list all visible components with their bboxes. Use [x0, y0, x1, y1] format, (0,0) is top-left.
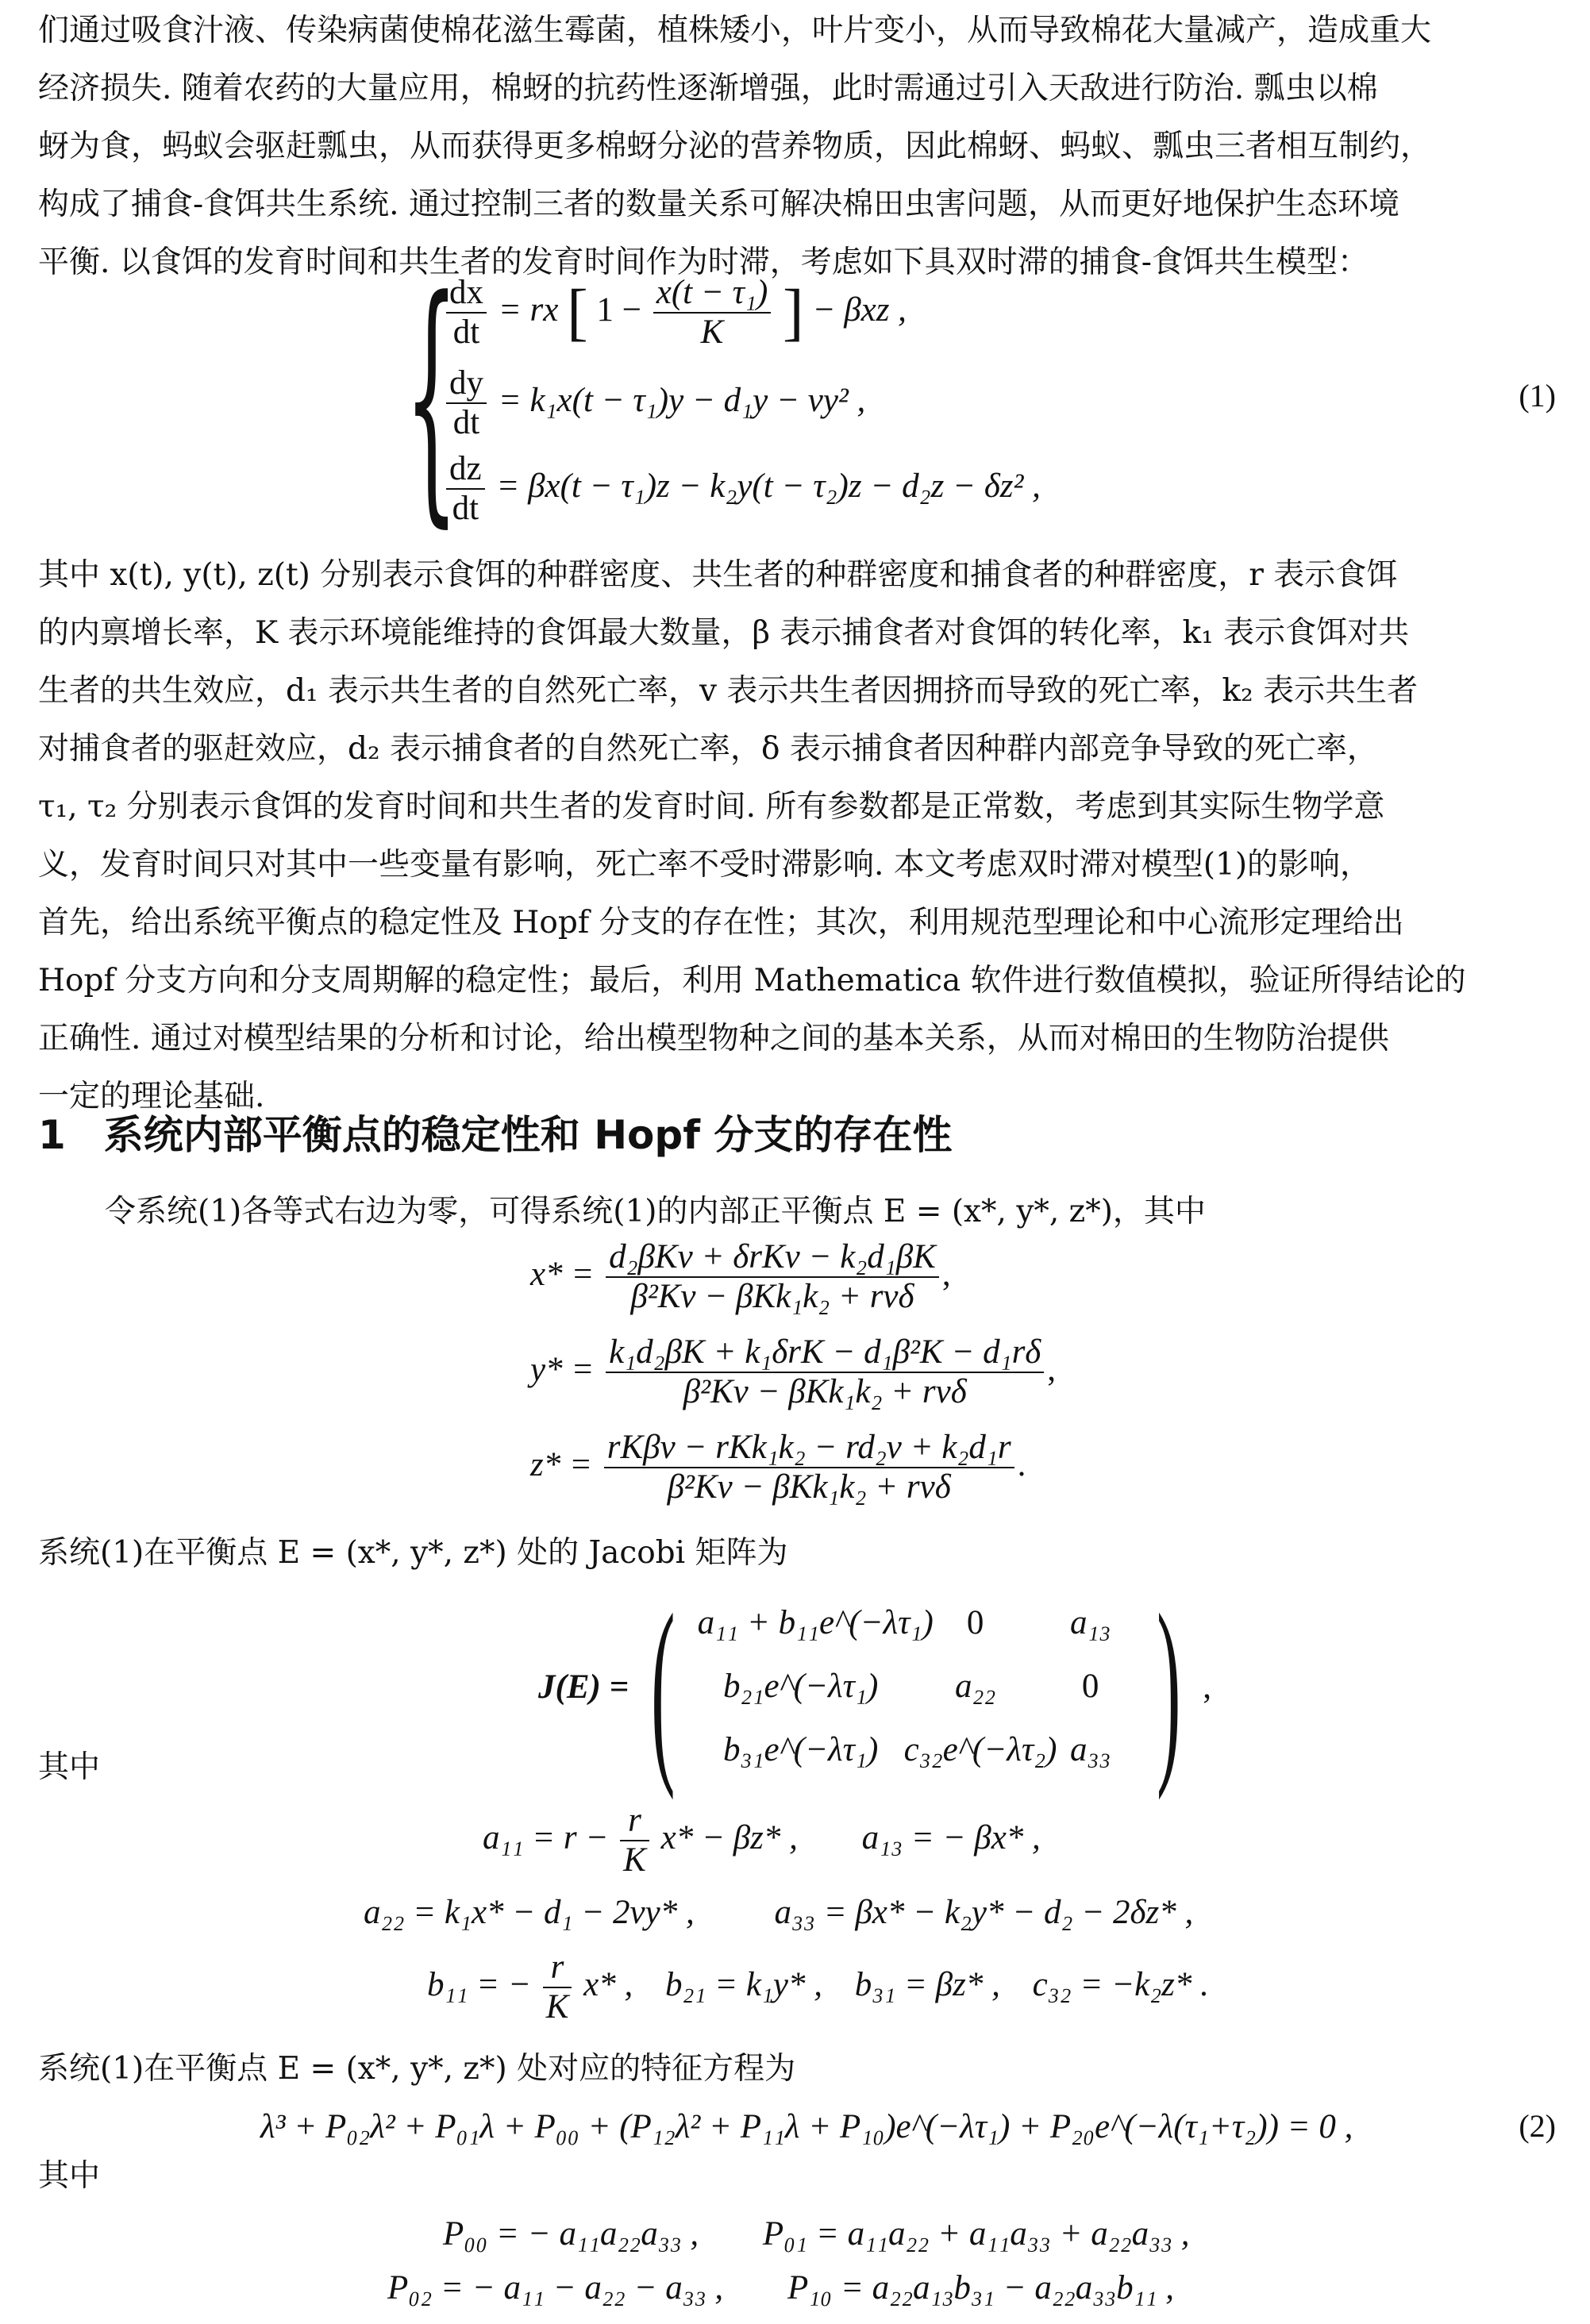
- z-star-end: .: [1017, 1445, 1026, 1483]
- b11-frac-den: K: [545, 1988, 569, 2026]
- a11-lhs: a₁₁ = r −: [483, 1818, 609, 1857]
- x-star-end: ,: [941, 1255, 951, 1293]
- a11-frac-den: K: [623, 1841, 646, 1879]
- eq1-r1-frac-num: x(t − τ₁): [653, 274, 772, 314]
- where-label-2: 其中: [38, 2158, 101, 2194]
- y-star-num: k₁d₂βK + k₁δrK − d₁β²K − d₁rδ: [606, 1333, 1044, 1373]
- dx-num: dx: [446, 274, 487, 314]
- p-row-1: [443, 2214, 1190, 2253]
- params-line-10: 一定的理论基础.: [38, 1079, 265, 1114]
- section-number: 1: [38, 1112, 66, 1158]
- x-star-den: β²Kv − βKk₁k₂ + rvδ: [630, 1278, 914, 1315]
- equilibrium-intro: 令系统(1)各等式右边为零，可得系统(1)的内部正平衡点 E = (x*, y*, z*)，其中: [105, 1194, 1206, 1229]
- equation-1-row-1: $\frac{dx}{dt}$ = rx [ 1 − $\frac{\text{x(t − τ₁)}}{K}$ ] − βxz ,: [443, 274, 907, 352]
- intro-line-1: 们通过吸食汁液、传染病菌使棉花滋生霉菌，植株矮小，叶片变小，从而导致棉花大量减产，造成重大: [38, 13, 1432, 48]
- m23: 0: [1081, 1668, 1099, 1705]
- p01: P₀₁ = a₁₁a₂₂ + a₁₁a₃₃ + a₂₂a₃₃ ,: [762, 2215, 1190, 2253]
- params-line-8: Hopf 分支方向和分支周期解的稳定性；最后，利用 Mathematica 软件进行数值模拟，验证所得结论的: [38, 963, 1466, 998]
- b11-lhs: b₁₁ = −: [427, 1965, 531, 2003]
- b21: b₂₁ = k₁y* ,: [664, 1965, 823, 2003]
- dy-num: dy: [446, 364, 487, 404]
- a13: a₁₃ = − βx* ,: [861, 1818, 1041, 1857]
- params-line-2: 的内禀增长率，K 表示环境能维持的食饵最大数量，β 表示捕食者对食饵的转化率，k₁ 表示食饵对共: [38, 615, 1410, 651]
- m33: a₃₃: [1069, 1731, 1111, 1768]
- char-eq-intro: 系统(1)在平衡点 E = (x*, y*, z*) 处对应的特征方程为: [38, 2051, 796, 2087]
- params-line-5: τ₁, τ₂ 分别表示食饵的发育时间和共生者的发育时间. 所有参数都是正常数，考虑到其实际生物学意: [38, 789, 1385, 825]
- intro-line-4: 构成了捕食-食饵共生系统. 通过控制三者的数量关系可解决棉田虫害问题，从而更好地保护生态环境: [38, 187, 1399, 222]
- b31: b₃₁ = βz* ,: [854, 1965, 1000, 2003]
- where-label-1: 其中: [38, 1749, 101, 1785]
- params-line-7: 首先，给出系统平衡点的稳定性及 Hopf 分支的存在性；其次，利用规范型理论和中心流形定理给出: [38, 905, 1404, 941]
- p00: P₀₀ = − a₁₁a₂₂a₃₃ ,: [443, 2215, 699, 2253]
- matrix-left-paren: (: [651, 1572, 676, 1801]
- eq1-r3-rhs: = βx(t − τ₁)z − k₂y(t − τ₂)z − d₂z − δz² ,: [496, 467, 1041, 505]
- y-star-formula: [530, 1333, 1056, 1411]
- matrix-body: [629, 1572, 1203, 1801]
- coeff-row-2: [364, 1893, 1193, 1932]
- m13: a₁₃: [1069, 1604, 1111, 1641]
- m21: b₂₁e^(−λτ₁): [723, 1668, 879, 1705]
- z-star-num: rKβv − rKk₁k₂ − rd₂v + k₂d₁r: [604, 1429, 1014, 1468]
- m31: b₃₁e^(−λτ₁): [723, 1731, 879, 1768]
- intro-line-5: 平衡. 以食饵的发育时间和共生者的发育时间作为时滞，考虑如下具双时滞的捕食-食饵共生模型：: [38, 244, 1369, 280]
- m12: 0: [966, 1604, 984, 1641]
- left-brace: {: [405, 244, 459, 549]
- m32: c₃₂e^(−λτ₂): [903, 1731, 1057, 1768]
- params-line-4: 对捕食者的驱赶效应，d₂ 表示捕食者的自然死亡率，δ 表示捕食者因种群内部竞争导致的死亡率，: [38, 731, 1378, 767]
- section-heading-1: [38, 1107, 952, 1163]
- params-paragraph: [38, 546, 1556, 1125]
- params-line-6: 义，发育时间只对其中一些变量有影响，死亡率不受时滞影响. 本文考虑双时滞对模型(1)的影响，: [38, 847, 1372, 883]
- p-row-2: [387, 2268, 1174, 2307]
- jacobi-matrix: [538, 1572, 1212, 1801]
- eq1-r1-frac-den: K: [700, 314, 724, 351]
- z-star-lhs: z* =: [530, 1445, 593, 1483]
- dy-den: dt: [452, 404, 480, 441]
- eq1-r1-c: − βxz ,: [812, 290, 907, 329]
- jacobi-lhs: J(E) =: [538, 1668, 629, 1706]
- m11: a₁₁ + b₁₁e^(−λτ₁): [697, 1604, 934, 1641]
- y-star-den: β²Kv − βKk₁k₂ + rvδ: [683, 1373, 967, 1410]
- equation-1-number: (1): [1519, 378, 1556, 414]
- intro-paragraph: [38, 2, 1556, 291]
- a22: a₂₂ = k₁x* − d₁ − 2vy* ,: [364, 1894, 695, 1931]
- params-line-3: 生者的共生效应，d₁ 表示共生者的自然死亡率，v 表示共生者因拥挤而导致的死亡率，k₂ 表示共生者: [38, 673, 1419, 709]
- eq1-r1-b: 1 −: [596, 290, 641, 329]
- intro-line-2: 经济损失. 随着农药的大量应用，棉蚜的抗药性逐渐增强，此时需通过引入天敌进行防治. 瓢虫以棉: [38, 71, 1378, 106]
- params-line-9: 正确性. 通过对模型结果的分析和讨论，给出模型物种之间的基本关系，从而对棉田的生物防治提供: [38, 1021, 1389, 1056]
- a11-rest: x* − βz* ,: [660, 1818, 798, 1857]
- intro-line-3: 蚜为食，蚂蚁会驱赶瓢虫，从而获得更多棉蚜分泌的营养物质，因此棉蚜、蚂蚁、瓢虫三者相互制约，: [38, 129, 1432, 164]
- a33: a₃₃ = βx* − k₂y* − d₂ − 2δz* ,: [774, 1894, 1194, 1931]
- p10: P₁₀ = a₂₂a₁₃b₃₁ − a₂₂a₃₃b₁₁ ,: [787, 2269, 1175, 2307]
- c32: c₃₂ = −k₂z* .: [1032, 1965, 1209, 2003]
- y-star-end: ,: [1047, 1350, 1057, 1388]
- a11-frac-num: r: [620, 1802, 649, 1841]
- coeff-row-3: [427, 1949, 1209, 2026]
- b11-frac-num: r: [543, 1949, 572, 1988]
- coeff-row-1: [483, 1802, 1041, 1880]
- params-line-1: 其中 x(t), y(t), z(t) 分别表示食饵的种群密度、共生者的种群密度和捕食者的种群密度，r 表示食饵: [38, 557, 1398, 593]
- eq1-r2-rhs: = k₁x(t − τ₁)y − d₁y − vy² ,: [498, 381, 866, 419]
- x-star-lhs: x* =: [530, 1255, 595, 1293]
- eq1-r1-a: = rx: [498, 290, 559, 329]
- y-star-lhs: y* =: [530, 1350, 595, 1388]
- equation-2-number: (2): [1519, 2108, 1556, 2144]
- jacobi-end: ,: [1203, 1668, 1212, 1706]
- jacobi-intro: 系统(1)在平衡点 E = (x*, y*, z*) 处的 Jacobi 矩阵为: [38, 1535, 788, 1571]
- p02: P₀₂ = − a₁₁ − a₂₂ − a₃₃ ,: [387, 2269, 724, 2307]
- dz-num: dz: [446, 450, 485, 490]
- section-title: 系统内部平衡点的稳定性和 Hopf 分支的存在性: [103, 1112, 953, 1158]
- equation-1-row-2: [443, 364, 865, 442]
- z-star-formula: [530, 1429, 1026, 1506]
- dx-den: dt: [452, 314, 480, 351]
- dz-den: dt: [452, 490, 479, 527]
- z-star-den: β²Kv − βKk₁k₂ + rvδ: [667, 1468, 951, 1506]
- x-star-num: d₂βKv + δrKv − k₂d₁βK: [606, 1238, 939, 1278]
- matrix-right-paren: ): [1156, 1572, 1181, 1801]
- equation-1-row-3: [443, 450, 1041, 528]
- char-eq-body: λ³ + P₀₂λ² + P₀₁λ + P₀₀ + (P₁₂λ² + P₁₁λ + P₁₀)e^(−λτ₁) + P₂₀e^(−λ(τ₁+τ₂)) = 0 ,: [260, 2108, 1353, 2145]
- m22: a₂₂: [954, 1668, 996, 1705]
- x-star-formula: [530, 1238, 951, 1316]
- b11-rest: x* ,: [583, 1965, 633, 2003]
